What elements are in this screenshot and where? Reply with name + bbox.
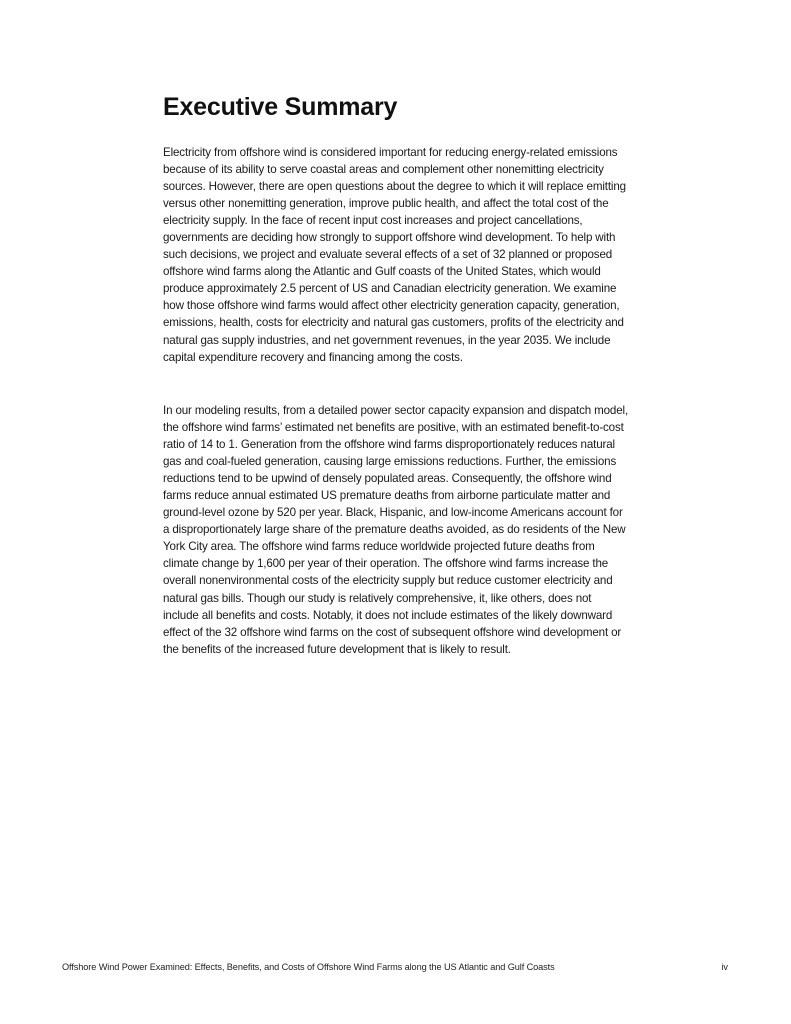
footer-document-title: Offshore Wind Power Examined: Effects, Benefits, and Costs of Offshore Wind Farms along the US Atlantic and Gulf Coasts xyxy=(62,962,555,972)
paragraph-intro: Electricity from offshore wind is considered important for reducing energy-related emissions because of its ability to serve coastal areas and complement other nonemitting electricity sources. However, there are open questions about the degree to which it will replace emitting versus other nonemitting generation, improve public health, and affect the total cost of the electricity supply. In the face of recent input cost increases and project cancellations, governments are deciding how strongly to support offshore wind development. To help with such decisions, we project and evaluate several effects of a set of 32 planned or proposed offshore wind farms along the Atlantic and Gulf coasts of the United States, which would produce approximately 2.5 percent of US and Canadian electricity generation. We examine how those offshore wind farms would affect other electricity generation capacity, generation, emissions, health, costs for electricity and natural gas customers, profits of the electricity and natural gas supply industries, and net government revenues, in the year 2035. We include capital expenditure recovery and financing among the costs. xyxy=(163,146,626,364)
page-number: iv xyxy=(721,962,728,972)
paragraph-results: In our modeling results, from a detailed power sector capacity expansion and dispatch model, the offshore wind farms’ estimated net benefits are positive, with an estimated benefit-to-cost ratio of 14 to 1. Generation from the offshore wind farms disproportionately reduces natural gas and coal-fueled generation, causing large emissions reductions. Further, the emissions reductions tend to be upwind of densely populated areas. Consequently, the offshore wind farms reduce annual estimated US premature deaths from airborne particulate matter and ground-level ozone by 520 per year. Black, Hispanic, and low-income Americans account for a disproportionately large share of the premature deaths avoided, as do residents of the New York City area. The offshore wind farms reduce worldwide projected future deaths from climate change by 1,600 per year of their operation. The offshore wind farms increase the overall nonenvironmental costs of the electricity supply but reduce customer electricity and natural gas bills. Though our study is relatively comprehensive, it, like others, does not include all benefits and costs. Notably, it does not include estimates of the likely downward effect of the 32 offshore wind farms on the cost of subsequent offshore wind development or the benefits of the increased future development that is likely to result. xyxy=(163,404,629,656)
page-title: Executive Summary xyxy=(163,93,398,121)
